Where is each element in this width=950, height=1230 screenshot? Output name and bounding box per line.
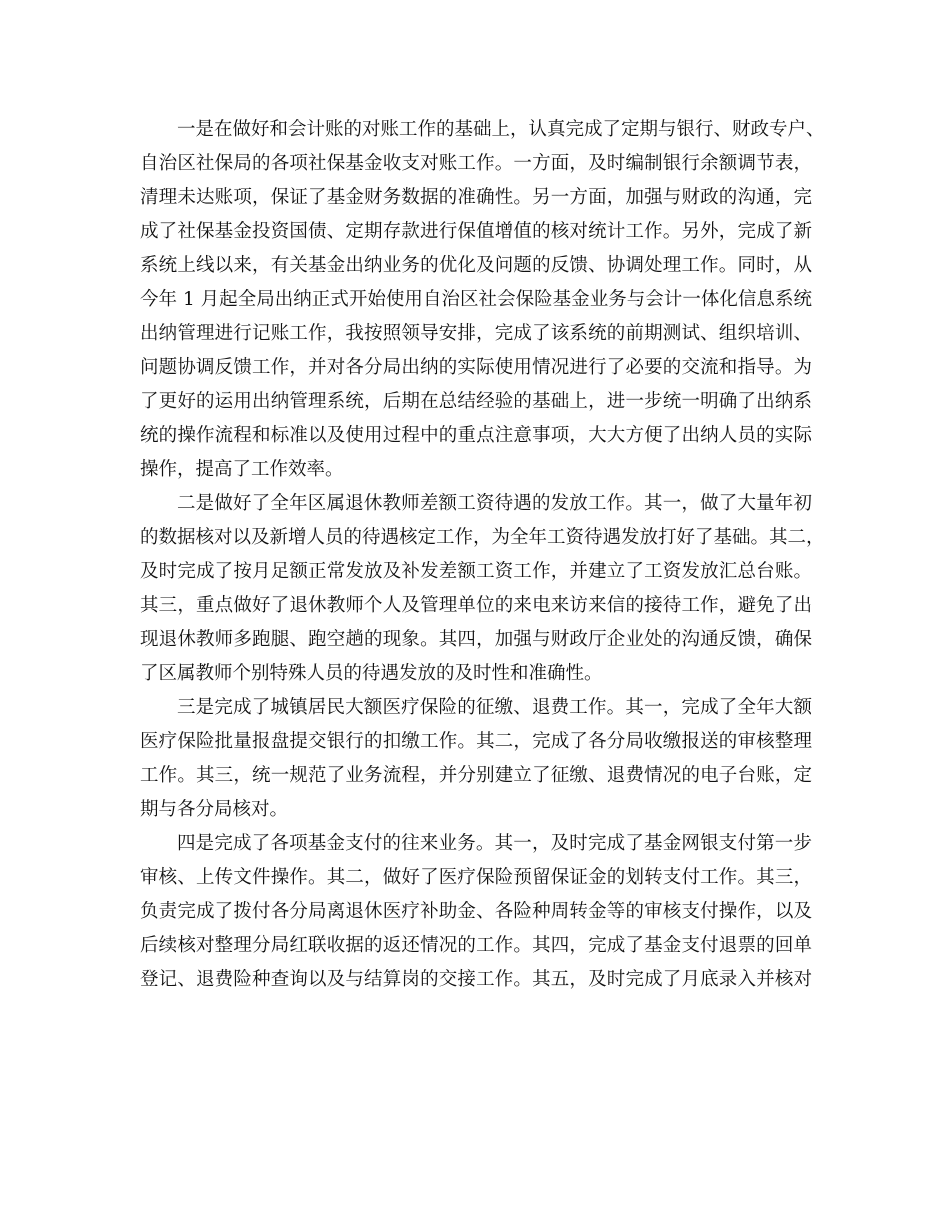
text-line: 负责完成了拨付各分局离退休医疗补助金、各险种周转金等的审核支付操作，以及	[140, 901, 812, 922]
text-line: 操作，提高了工作效率。	[140, 459, 344, 480]
text-line: 其三，重点做好了退休教师个人及管理单位的来电来访来信的接待工作，避免了出	[140, 595, 812, 616]
text-line: 一是在做好和会计账的对账工作的基础上，认真完成了定期与银行、财政专户、	[177, 119, 825, 140]
document-body	[140, 113, 825, 997]
paragraph-2	[140, 487, 825, 691]
text-line: 清理未达账项，保证了基金财务数据的准确性。另一方面，加强与财政的沟通，完	[140, 187, 812, 208]
text-line: 的数据核对以及新增人员的待遇核定工作，为全年工资待遇发放打好了基础。其二，	[140, 527, 825, 548]
text-line: 审核、上传文件操作。其二，做好了医疗保险预留保证金的划转支付工作。其三，	[140, 867, 812, 888]
text-line: 四是完成了各项基金支付的往来业务。其一，及时完成了基金网银支付第一步	[177, 833, 812, 854]
text-line: 统的操作流程和标准以及使用过程中的重点注意事项，大大方便了出纳人员的实际	[140, 425, 812, 446]
text-line: 系统上线以来，有关基金出纳业务的优化及问题的反馈、协调处理工作。同时，从	[140, 255, 812, 276]
text-line: 期与各分局核对。	[140, 799, 289, 820]
text-line: 三是完成了城镇居民大额医疗保险的征缴、退费工作。其一，完成了全年大额	[177, 697, 812, 718]
text-line: 了区属教师个别特殊人员的待遇发放的及时性和准确性。	[140, 663, 603, 684]
text-line: 问题协调反馈工作，并对各分局出纳的实际使用情况进行了必要的交流和指导。为	[140, 357, 812, 378]
paragraph-1	[140, 113, 825, 487]
text-line: 二是做好了全年区属退休教师差额工资待遇的发放工作。其一，做了大量年初	[177, 493, 812, 514]
text-line: 出纳管理进行记账工作，我按照领导安排，完成了该系统的前期测试、组织培训、	[140, 323, 812, 344]
text-line: 及时完成了按月足额正常发放及补发差额工资工作，并建立了工资发放汇总台账。	[140, 561, 812, 582]
text-line: 工作。其三，统一规范了业务流程，并分别建立了征缴、退费情况的电子台账，定	[140, 765, 812, 786]
paragraph-4	[140, 827, 812, 997]
text-line: 了更好的运用出纳管理系统，后期在总结经验的基础上，进一步统一明确了出纳系	[140, 391, 812, 412]
text-line: 成了社保基金投资国债、定期存款进行保值增值的核对统计工作。另外，完成了新	[140, 221, 812, 242]
text-line: 现退休教师多跑腿、跑空趟的现象。其四，加强与财政厅企业处的沟通反馈，确保	[140, 629, 812, 650]
text-line: 今年 1 月起全局出纳正式开始使用自治区社会保险基金业务与会计一体化信息系统	[140, 289, 812, 310]
text-line: 登记、退费险种查询以及与结算岗的交接工作。其五，及时完成了月底录入并核对	[140, 969, 812, 990]
text-line: 医疗保险批量报盘提交银行的扣缴工作。其二，完成了各分局收缴报送的审核整理	[140, 731, 812, 752]
text-line: 自治区社保局的各项社保基金收支对账工作。一方面，及时编制银行余额调节表，	[140, 153, 812, 174]
paragraph-3	[140, 691, 812, 827]
text-line: 后续核对整理分局红联收据的返还情况的工作。其四，完成了基金支付退票的回单	[140, 935, 812, 956]
